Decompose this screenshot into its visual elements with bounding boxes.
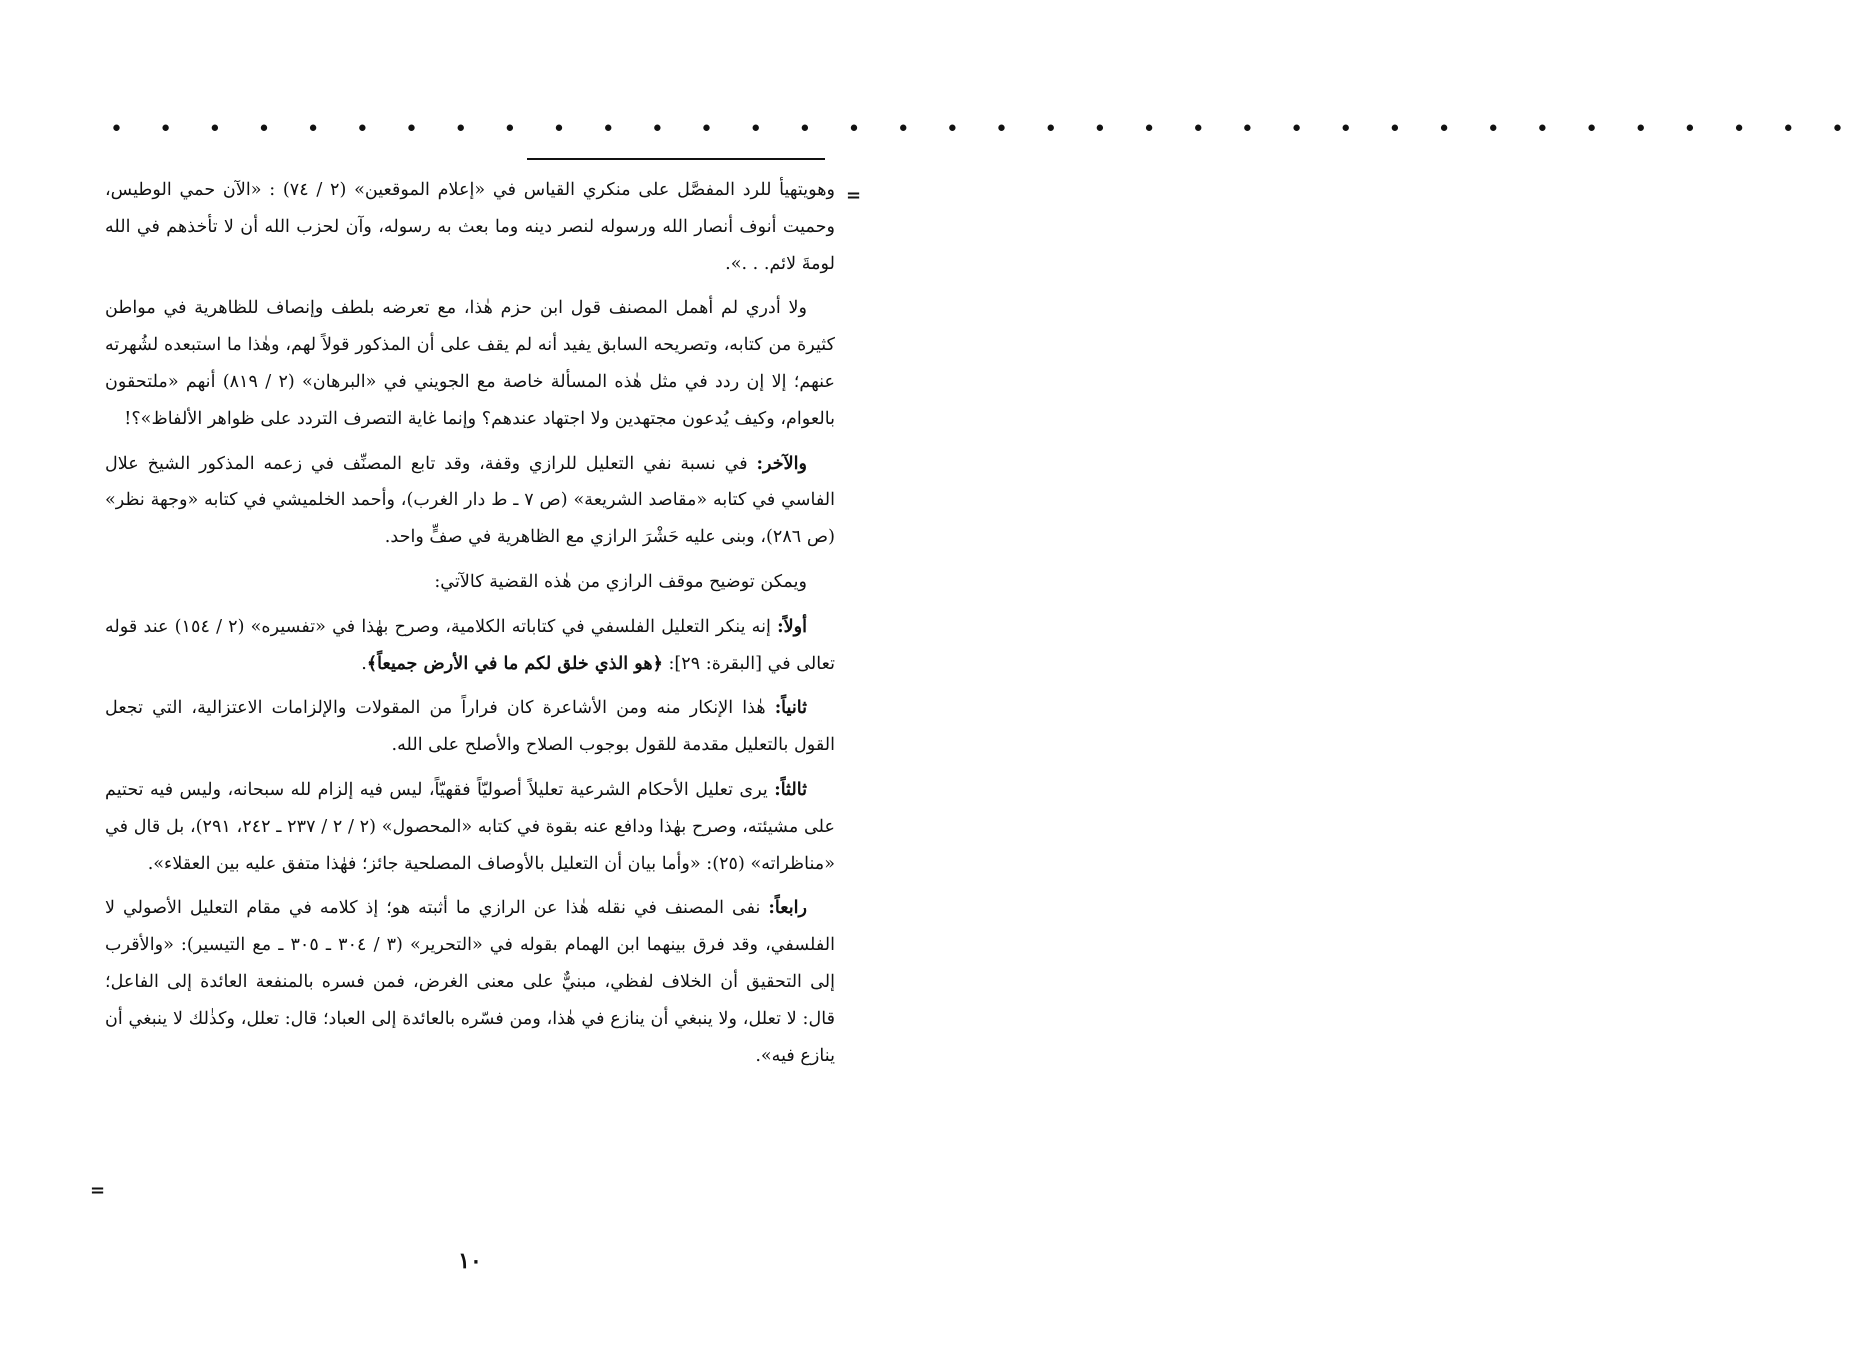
paragraph-ibn-hazm [105,290,835,437]
paragraph-second [105,690,835,764]
paragraph-lead: رابعاً: [768,897,807,919]
paragraph-lead: ثالثاً: [774,778,807,800]
quran-verse: ﴿هو الذي خلق لكم ما في الأرض جميعاً﴾ [366,652,663,674]
continued-marker-bottom: = [90,1180,106,1201]
page-number: ١٠ [458,1248,482,1274]
paragraph-text: هٰذا الإنكار منه ومن الأشاعرة كان فراراً من المقولات والإلزامات الاعتزالية، التي تجعل القول بالتعليل مقدمة للقول بوجوب الصلاح والأصلح على الله. [105,698,835,756]
footnote-text-body [105,172,835,1082]
paragraph-continuation [105,172,835,282]
paragraph-lead: أولاً: [777,615,807,637]
paragraph-first [105,609,835,683]
footnote-separator-line [527,158,825,160]
paragraph-third [105,772,835,882]
paragraph-intro-list [105,564,835,601]
paragraph-text: إنه ينكر التعليل الفلسفي في كتاباته الكلامية، وصرح بهٰذا في «تفسيره» (٢ / ١٥٤) عند قوله تعالى في [البقرة: ٢٩]: [105,616,835,674]
paragraph-text: في نسبة نفي التعليل للرازي وقفة، وقد تابع المصنِّف في زعمه المذكور الشيخ علال الفاسي في كتابه «مقاصد الشريعة» (ص ٧ ـ ط دار الغرب)، وأحمد الخلميشي في كتابه «وجهة نظر» (ص ٢٨٦)، وبنى عليه حَشْرَ الرازي مع الظاهرية في صفٍّ واحد. [105,453,835,548]
paragraph-text: يرى تعليل الأحكام الشرعية تعليلاً أصوليّاً فقهيّاً، ليس فيه إلزام لله سبحانه، وليس فيه تحتيم على مشيئته، وصرح بهٰذا ودافع عنه بقوة في كتابه «المحصول» (٢ / ٢ / ٢٣٧ ـ ٢٤٢، ٢٩١)، بل قال في «مناظراته» (٢٥): «وأما بيان أن التعليل بالأوصاف المصلحية جائز؛ فهٰذا متفق عليه بين العقلاء». [105,779,835,874]
header-dot-ornament: • • • • • • • • • • • • • • • • • • • • • • • • • • • • • • • • • • • • [110,117,1859,142]
continued-marker-top: = [846,185,862,206]
paragraph-lead: ثانياً: [774,697,808,719]
paragraph-other-point [105,446,835,556]
paragraph-text: نفى المصنف في نقله هٰذا عن الرازي ما أثبته هو؛ إذ كلامه في مقام التعليل الأصولي لا الفلسفي، وقد فرق بينهما ابن الهمام بقوله في «التحرير» (٣ / ٣٠٤ ـ ٣٠٥ ـ مع التيسير): «والأقرب إلى التحقيق أن الخلاف لفظي، مبنيٌّ على معنى الغرض، فمن فسره بالمنفعة العائدة إلى الفاعل؛ قال: لا تعلل، ولا ينبغي أن ينازع في هٰذا، ومن فسّره بالعائدة إلى العباد؛ قال: تعلل، وكذٰلك لا ينبغي أن ينازع فيه». [105,898,835,1066]
paragraph-lead: والآخر: [756,452,807,474]
paragraph-text: وهويتهيأ للرد المفصَّل على منكري القياس في «إعلام الموقعين» (٢ / ٧٤) : «الآن حمي الوطيس، وحميت أنوف أنصار الله ورسوله لنصر دينه وما بعث به رسوله، وآن لحزب الله أن لا تأخذهم في الله لومةَ لائم. . .». [105,180,835,274]
paragraph-text: ويمكن توضيح موقف الرازي من هٰذه القضية كالآتي: [434,571,807,592]
paragraph-text: ولا أدري لم أهمل المصنف قول ابن حزم هٰذا، مع تعرضه بلطف وإنصاف للظاهرية في مواطن كثيرة من كتابه، وتصريحه السابق يفيد أنه لم يقف على أن المذكور قولاً لهم، وهٰذا ما استبعده لشُهرته عنهم؛ إلا إن ردد في مثل هٰذه المسألة خاصة مع الجويني في «البرهان» (٢ / ٨١٩) أنهم «ملتحقون بالعوام، وكيف يُدعون مجتهدين ولا اجتهاد عندهم؟ وإنما غاية التصرف التردد على ظواهر الألفاظ»؟! [105,298,835,429]
paragraph-tail: . [361,653,367,674]
paragraph-fourth [105,890,835,1074]
